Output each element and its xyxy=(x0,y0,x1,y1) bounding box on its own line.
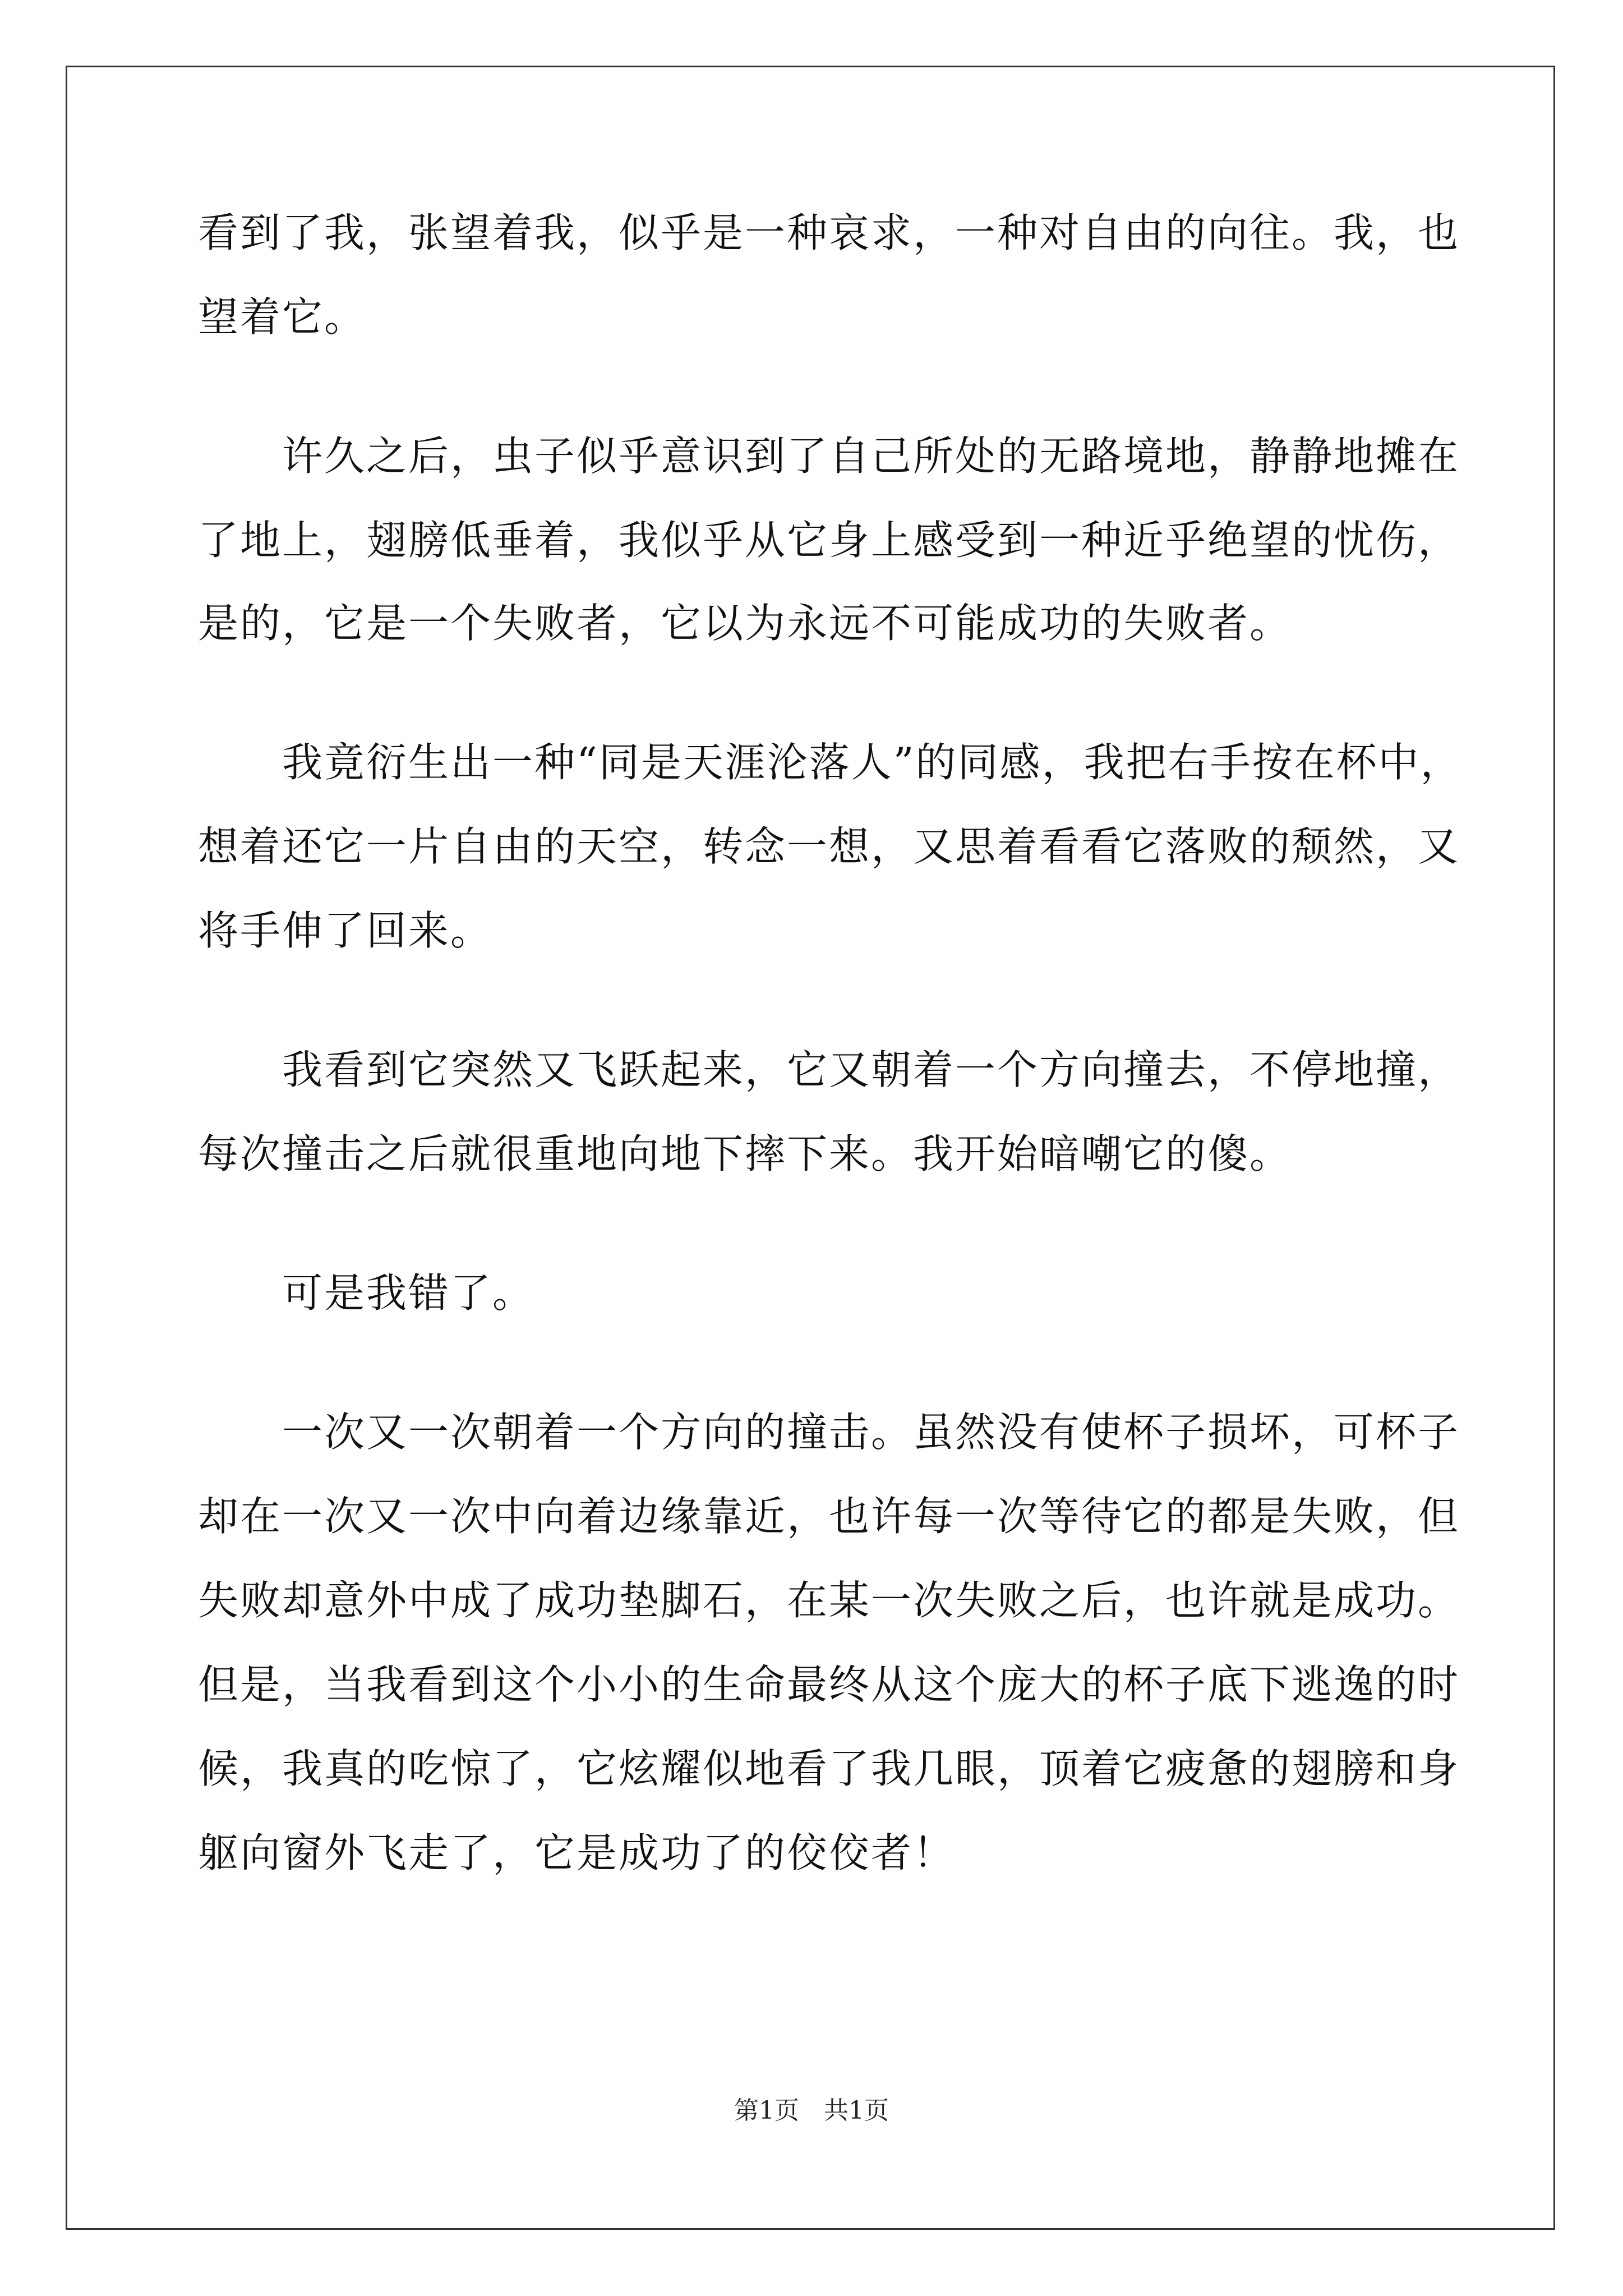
text-line: 望着它。 xyxy=(198,293,367,341)
text-line: 一次又一次朝着一个方向的撞击。虽然没有使杯子损坏，可杯子 xyxy=(198,1409,1460,1456)
page-number-total: 共1页 xyxy=(824,2096,889,2125)
text-line: 候，我真的吃惊了，它炫耀似地看了我几眼，顶着它疲惫的翅膀和身 xyxy=(198,1745,1460,1792)
page-footer xyxy=(0,2094,1623,2128)
text-line: 却在一次又一次中向着边缘靠近，也许每一次等待它的都是失败，但 xyxy=(198,1493,1460,1540)
text-line: 许久之后，虫子似乎意识到了自己所处的无路境地，静静地摊在 xyxy=(198,432,1460,480)
text-line: 但是，当我看到这个小小的生命最终从这个庞大的杯子底下逃逸的时 xyxy=(198,1661,1460,1708)
text-line: 失败却意外中成了成功垫脚石，在某一次失败之后，也许就是成功。 xyxy=(198,1577,1460,1624)
text-line: 是的，它是一个失败者，它以为永远不可能成功的失败者。 xyxy=(198,600,1292,647)
text-line: 躯向窗外飞走了，它是成功了的佼佼者！ xyxy=(198,1829,956,1876)
text-line: 看到了我，张望着我，似乎是一种哀求，一种对自由的向往。我，也 xyxy=(198,209,1460,256)
text-line: 将手伸了回来。 xyxy=(198,907,493,954)
text-line: 我竟衍生出一种“同是天涯沦落人”的同感，我把右手按在杯中， xyxy=(198,739,1463,786)
text-line: 可是我错了。 xyxy=(198,1269,535,1317)
text-line: 想着还它一片自由的天空，转念一想，又思着看看它落败的颓然，又 xyxy=(198,823,1460,870)
text-line: 每次撞击之后就很重地向地下摔下来。我开始暗嘲它的傻。 xyxy=(198,1130,1292,1177)
text-line: 了地上，翅膀低垂着，我似乎从它身上感受到一种近乎绝望的忧伤， xyxy=(198,517,1460,564)
text-line: 我看到它突然又飞跃起来，它又朝着一个方向撞去，不停地撞， xyxy=(198,1046,1460,1093)
page-number-current: 第1页 xyxy=(734,2096,799,2125)
